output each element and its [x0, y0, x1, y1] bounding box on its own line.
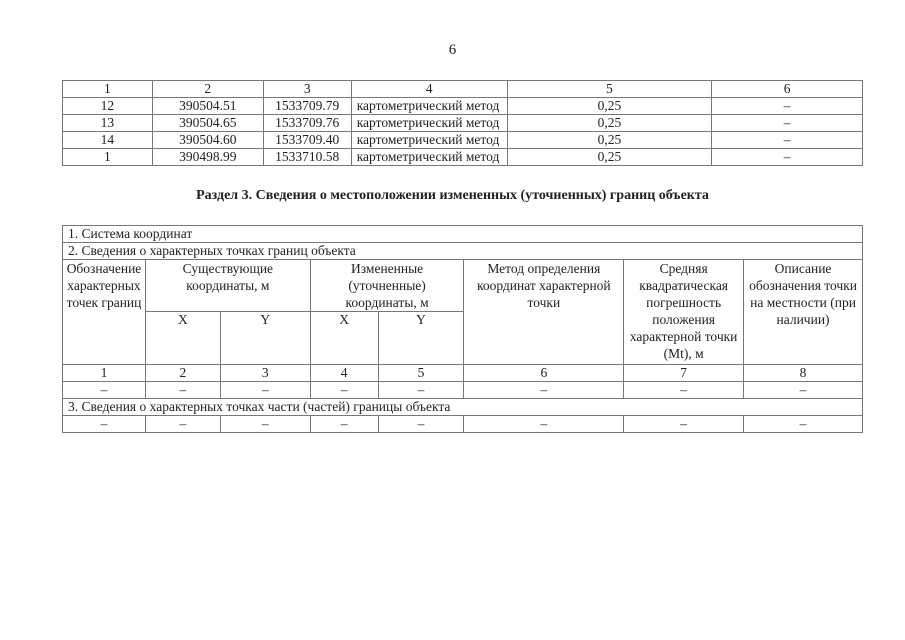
table-row	[63, 149, 863, 166]
table-row	[63, 226, 863, 243]
table-header-cell: 3	[263, 81, 351, 98]
table-cell: 1	[63, 365, 146, 382]
table-cell: –	[624, 416, 744, 433]
table-cell: –	[63, 416, 146, 433]
header-existing-coords: Существующие координаты, м	[145, 260, 310, 312]
table-cell: –	[220, 382, 310, 399]
table-row	[63, 132, 863, 149]
table-cell: 1533709.79	[263, 98, 351, 115]
table-cell: –	[378, 416, 464, 433]
table-cell: картометрический метод	[351, 98, 507, 115]
table-header-cell: 2	[152, 81, 263, 98]
table-cell: –	[624, 382, 744, 399]
table-cell: 12	[63, 98, 153, 115]
table-cell: 1533710.58	[263, 149, 351, 166]
table-cell: 1533709.40	[263, 132, 351, 149]
header-description: Описание обозначения точки на местности (при наличии)	[744, 260, 863, 365]
coordinate-system-row: 1. Система координат	[63, 226, 863, 243]
table-cell: –	[464, 382, 624, 399]
table-cell: –	[145, 416, 220, 433]
table-cell: 1533709.76	[263, 115, 351, 132]
table-cell: 8	[744, 365, 863, 382]
table-cell: 0,25	[507, 132, 712, 149]
table-cell: 390504.60	[152, 132, 263, 149]
header-changed-coords: Измененные (уточненные) координаты, м	[310, 260, 464, 312]
table-cell: 390504.51	[152, 98, 263, 115]
table-cell: –	[310, 416, 378, 433]
table-cell: –	[63, 382, 146, 399]
header-method: Метод определения координат характерной точки	[464, 260, 624, 365]
section-title: Раздел 3. Сведения о местоположении измененных (уточненных) границ объекта	[196, 188, 709, 203]
table-cell: –	[712, 115, 863, 132]
table-cell: 390504.65	[152, 115, 263, 132]
table-cell: 1	[63, 149, 153, 166]
table-cell: 390498.99	[152, 149, 263, 166]
table-header-cell: 5	[507, 81, 712, 98]
table-cell: –	[378, 382, 464, 399]
table-cell: 14	[63, 132, 153, 149]
table-row	[63, 243, 863, 260]
table-cell: –	[145, 382, 220, 399]
table-header-cell: 6	[712, 81, 863, 98]
table-cell: 6	[464, 365, 624, 382]
table-cell: –	[464, 416, 624, 433]
table-cell: –	[220, 416, 310, 433]
table-cell: картометрический метод	[351, 149, 507, 166]
table-cell: –	[310, 382, 378, 399]
table-cell: картометрический метод	[351, 132, 507, 149]
table-cell: –	[712, 149, 863, 166]
table-cell: 2	[145, 365, 220, 382]
page-number: 6	[448, 42, 457, 58]
header-designation: Обозначение характерных точек границ	[63, 260, 146, 365]
table-row	[63, 399, 863, 416]
table-header-row	[63, 81, 863, 98]
table-row	[63, 115, 863, 132]
table-cell: 0,25	[507, 115, 712, 132]
table-row	[63, 416, 863, 433]
table-header-row	[63, 260, 863, 312]
table-header-cell: 4	[351, 81, 507, 98]
header-error: Средняя квадратическая погрешность положения характерной точки (Mt), м	[624, 260, 744, 365]
table-cell: 4	[310, 365, 378, 382]
table-cell: –	[744, 416, 863, 433]
table-cell: 0,25	[507, 149, 712, 166]
table-cell: 13	[63, 115, 153, 132]
boundary-table	[62, 225, 863, 433]
header-y: Y	[220, 312, 310, 365]
points-table	[62, 80, 863, 166]
column-numbers-row	[63, 365, 863, 382]
header-y: Y	[378, 312, 464, 365]
table-cell: картометрический метод	[351, 115, 507, 132]
table-cell: –	[712, 98, 863, 115]
header-x: X	[310, 312, 378, 365]
table-cell: –	[712, 132, 863, 149]
table-row	[63, 382, 863, 399]
table-cell: 5	[378, 365, 464, 382]
points-info-row: 2. Сведения о характерных точках границ объекта	[63, 243, 863, 260]
table-cell: 0,25	[507, 98, 712, 115]
header-x: X	[145, 312, 220, 365]
table-cell: –	[744, 382, 863, 399]
boundary-part-row: 3. Сведения о характерных точках части (частей) границы объекта	[63, 399, 863, 416]
table-header-cell: 1	[63, 81, 153, 98]
table-cell: 3	[220, 365, 310, 382]
table-row	[63, 98, 863, 115]
table-cell: 7	[624, 365, 744, 382]
